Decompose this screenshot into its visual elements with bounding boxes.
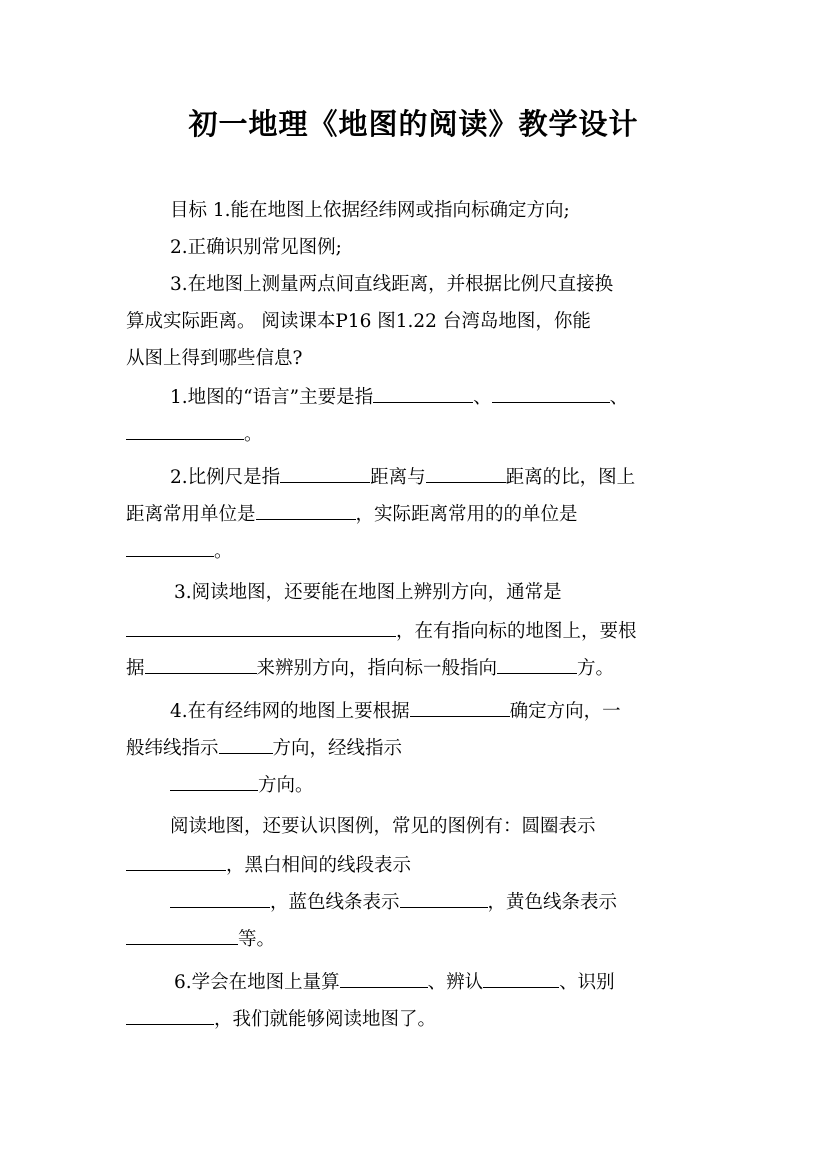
question-1-line-2	[126, 414, 704, 451]
document-body	[126, 192, 704, 1036]
fill-blank[interactable]	[483, 962, 559, 988]
question-6-line-2	[126, 999, 704, 1036]
legend-text: ，黑白相间的线段表示	[226, 855, 412, 876]
page-title: 初一地理《地图的阅读》教学设计	[188, 107, 639, 141]
legend-line-1: 阅读地图，还要认识图例，常见的图例有：圆圈表示	[170, 816, 596, 837]
fill-blank[interactable]	[126, 919, 238, 945]
fill-blank[interactable]	[170, 765, 258, 791]
legend-text: ，黄色线条表示	[487, 892, 618, 913]
question-4-text: 4.在有经纬网的地图上要根据	[170, 701, 410, 722]
question-6-text: ，我们就能够阅读地图了。	[214, 1009, 437, 1030]
question-3-line-1: 3.阅读地图，还要能在地图上辨别方向，通常是	[174, 582, 562, 603]
question-2-line-1	[126, 457, 704, 494]
legend-line-4	[126, 919, 704, 956]
objective-line-2: 2.正确识别常见图例;	[170, 237, 342, 258]
fill-blank[interactable]	[373, 377, 473, 403]
fill-blank[interactable]	[126, 531, 214, 557]
fill-blank[interactable]	[426, 457, 506, 483]
fill-blank[interactable]	[280, 457, 370, 483]
question-2-line-2	[126, 494, 704, 531]
fill-blank[interactable]	[126, 611, 396, 637]
period: 。	[214, 541, 233, 562]
fill-blank[interactable]	[410, 691, 510, 717]
question-2-text: 2.比例尺是指	[170, 467, 281, 488]
fill-blank[interactable]	[126, 999, 214, 1025]
question-1-text: 1.地图的“语言”主要是指	[170, 387, 374, 408]
question-6-text: 、识别	[559, 972, 615, 993]
question-3-line-3	[126, 648, 704, 685]
question-2-text: 距离的比，图上	[505, 467, 636, 488]
question-3-line-2	[126, 611, 704, 648]
legend-line-2	[126, 845, 704, 882]
question-4-text: 确定方向，一	[509, 701, 621, 722]
legend-line-3	[126, 882, 704, 919]
fill-blank[interactable]	[126, 414, 244, 440]
question-4-line-2	[126, 728, 704, 765]
question-3-text: 据	[126, 658, 145, 679]
fill-blank[interactable]	[219, 728, 273, 754]
fill-blank[interactable]	[126, 845, 226, 871]
question-4-text: 般纬线指示	[126, 738, 219, 759]
legend-text: 等。	[238, 929, 276, 950]
fill-blank[interactable]	[492, 377, 610, 403]
fill-blank[interactable]	[400, 882, 488, 908]
question-4-text: 方向。	[258, 775, 314, 796]
question-1-line-1	[126, 377, 704, 414]
question-2-text: 距离常用单位是	[126, 504, 256, 525]
question-6-text: 6.学会在地图上量算	[174, 972, 340, 993]
question-4-text: 方向，经线指示	[272, 738, 403, 759]
question-4-line-3	[126, 765, 704, 802]
objective-line-3: 3.在地图上测量两点间直线距离，并根据比例尺直接换	[170, 274, 614, 295]
objective-line-5: 从图上得到哪些信息?	[126, 348, 303, 369]
separator: 、	[609, 387, 629, 408]
question-2-text: ，实际距离常用的的单位是	[355, 504, 578, 525]
legend-text: ，蓝色线条表示	[270, 892, 400, 913]
objective-line-1: 目标 1.能在地图上依据经纬网或指向标确定方向;	[170, 200, 570, 221]
question-6-line-1	[126, 962, 704, 999]
question-3-text: ，在有指向标的地图上，要根	[396, 621, 637, 642]
question-3-text: 来辨别方向，指向标一般指向	[256, 658, 498, 679]
fill-blank[interactable]	[340, 962, 428, 988]
objective-line-4: 算成实际距离。 阅读课本P16 图1.22 台湾岛地图，你能	[126, 311, 591, 332]
fill-blank[interactable]	[170, 882, 270, 908]
fill-blank[interactable]	[256, 494, 356, 520]
fill-blank[interactable]	[145, 648, 257, 674]
fill-blank[interactable]	[497, 648, 577, 674]
question-2-line-3	[126, 531, 704, 568]
question-2-text: 距离与	[370, 467, 426, 488]
question-4-line-1	[126, 691, 704, 728]
separator: 、	[473, 387, 492, 408]
question-6-text: 、辨认	[427, 972, 484, 993]
question-3-text: 方。	[577, 658, 615, 679]
period: 。	[244, 424, 263, 445]
